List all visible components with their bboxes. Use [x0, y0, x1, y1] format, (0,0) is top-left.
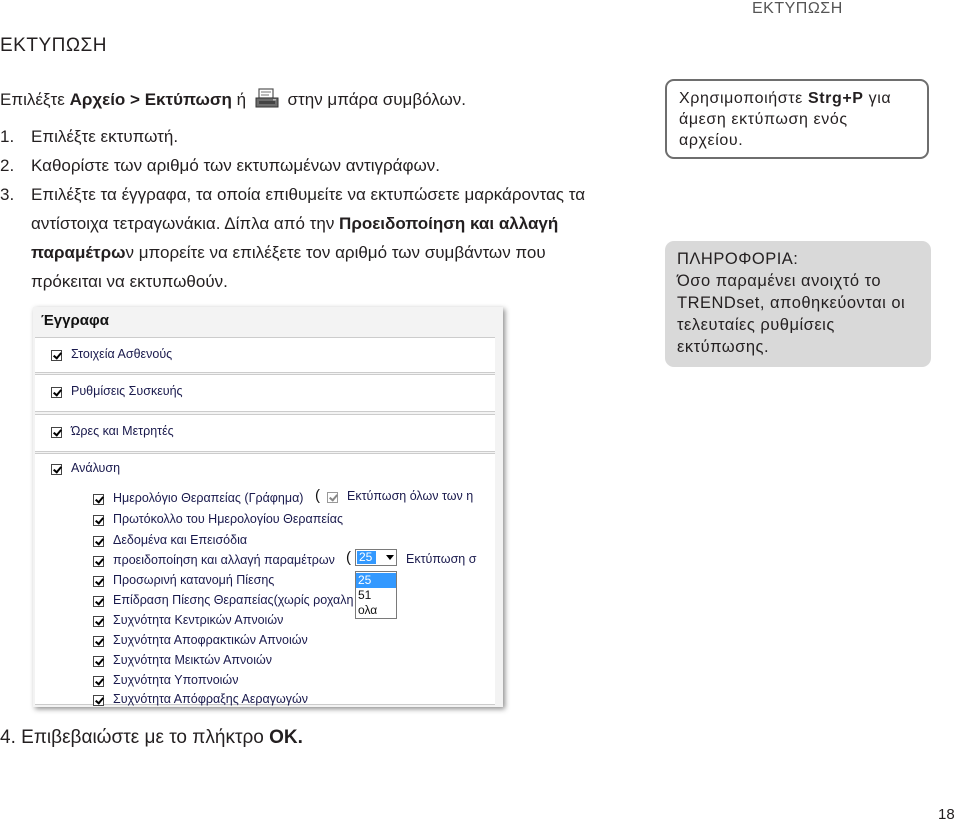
print-events-label: Εκτύπωση σ: [406, 552, 477, 566]
tip-text: Χρησιμοποιήστε: [679, 90, 808, 107]
steps-list: [0, 122, 610, 296]
step-text: Επιβεβαιώστε με το πλήκτρο: [21, 727, 270, 748]
info-heading: ΠΛΗΡΟΦΟΡΙΑ:: [677, 250, 799, 268]
dropdown-option[interactable]: 51: [358, 588, 372, 602]
checkbox[interactable]: [93, 536, 104, 547]
checkbox-label: προειδοποίηση και αλλαγή παραμέτρων: [113, 553, 335, 567]
documents-title: Έγγραφα: [41, 312, 109, 329]
checkbox[interactable]: [51, 387, 62, 398]
step-2: [0, 151, 610, 180]
menu-path: Αρχείο > Εκτύπωση: [69, 90, 232, 109]
checkbox[interactable]: [51, 350, 62, 361]
ok-key: OK.: [269, 727, 303, 748]
checkbox[interactable]: [93, 596, 104, 607]
documents-screenshot: [33, 307, 503, 707]
page-title: ΕΚΤΥΠΩΣΗ: [0, 35, 108, 56]
events-count-dropdown[interactable]: [355, 571, 397, 619]
checkbox-label: Συχνότητα Κεντρικών Απνοιών: [113, 613, 284, 627]
running-header: ΕΚΤΥΠΩΣΗ: [752, 0, 843, 17]
combo-value: 25: [357, 551, 376, 564]
checkbox[interactable]: [93, 695, 104, 706]
dropdown-option[interactable]: 25: [356, 573, 396, 588]
checkbox-label: Συχνότητα Αποφρακτικών Απνοιών: [113, 633, 308, 647]
intro-prefix: Επιλέξτε: [0, 90, 70, 109]
step-number: 3.: [0, 185, 15, 204]
group-patient: [35, 337, 495, 373]
checkbox[interactable]: [93, 656, 104, 667]
step-bold: Προειδοποίηση και αλλαγή παραμέτρω: [31, 214, 559, 262]
info-box: [665, 241, 931, 367]
open-paren: (: [315, 487, 320, 504]
intro-or: ή: [231, 90, 251, 109]
checkbox[interactable]: [51, 427, 62, 438]
checkbox-label: Συχνότητα Μεικτών Απνοιών: [113, 653, 273, 667]
step-number: 4.: [0, 727, 16, 748]
checkbox[interactable]: [93, 616, 104, 627]
group-hours: [35, 414, 495, 452]
checkbox-label: Συχνότητα Απόφραξης Αεραγωγών: [113, 692, 309, 706]
checkbox-label: Ώρες και Μετρητές: [71, 424, 174, 438]
checkbox[interactable]: [93, 576, 104, 587]
events-count-combo[interactable]: [355, 549, 397, 566]
dropdown-option[interactable]: ολα: [358, 603, 378, 617]
step-number: 1.: [0, 127, 15, 146]
step-number: 2.: [0, 156, 15, 175]
tip-text: για άμεση εκτύπωση ενός αρχείου.: [679, 90, 892, 149]
print-all-label: Εκτύπωση όλων των η: [347, 489, 474, 503]
info-text: Όσο παραμένει ανοιχτό το TRENDset, αποθηκεύονται οι τελευταίες ρυθμίσεις εκτύπωσης.: [677, 272, 906, 356]
step-1: [0, 122, 610, 151]
chevron-down-icon[interactable]: [386, 555, 394, 560]
printer-icon: [255, 88, 279, 110]
checkbox[interactable]: [51, 464, 62, 475]
checkbox-label: Συχνότητα Υποπνοιών: [113, 673, 239, 687]
checkbox[interactable]: [93, 636, 104, 647]
intro-line: [0, 88, 466, 110]
checkbox[interactable]: [93, 676, 104, 687]
checkbox-label: Πρωτόκολλο του Ημερολογίου Θεραπείας: [113, 512, 343, 526]
checkbox-label: Στοιχεία Ασθενούς: [71, 347, 173, 361]
step-text: ν μπορείτε να επιλέξετε τον αριθμό των συμβάντων που πρόκειται να εκτυπωθούν.: [31, 243, 546, 291]
checkbox-label: Δεδομένα και Επεισόδια: [113, 533, 248, 547]
intro-suffix: στην μπάρα συμβόλων.: [282, 90, 467, 109]
tip-box: [665, 79, 929, 159]
page-number: 18: [938, 806, 955, 823]
print-all-checkbox[interactable]: [327, 492, 338, 503]
checkbox[interactable]: [93, 515, 104, 526]
step-text: Καθορίστε των αριθμό των εκτυπωμένων αντιγράφων.: [31, 156, 441, 175]
checkbox-label: Ανάλυση: [71, 461, 121, 475]
checkbox-label: Επίδραση Πίεσης Θεραπείας(χωρίς ροχαλη: [113, 593, 354, 607]
step-3: [0, 180, 610, 296]
open-paren: (: [346, 549, 351, 566]
step-text: Επιλέξτε εκτυπωτή.: [31, 127, 179, 146]
step-4: [0, 727, 303, 749]
group-device: [35, 374, 495, 412]
checkbox[interactable]: [93, 556, 104, 567]
checkbox-label: Προσωρινή κατανομή Πίεσης: [113, 573, 275, 587]
shortcut: Strg+P: [807, 90, 864, 107]
step-text: Επιλέξτε τα έγγραφα, τα οποία επιθυμείτε να εκτυπώσετε μαρκάροντας τα αντίστοιχα τετραγωνάκια. Δίπλα από την: [31, 185, 586, 233]
checkbox-label: Ημερολόγιο Θεραπείας (Γράφημα): [113, 491, 304, 505]
checkbox-label: Ρυθμίσεις Συσκευής: [71, 384, 183, 398]
checkbox[interactable]: [93, 494, 104, 505]
